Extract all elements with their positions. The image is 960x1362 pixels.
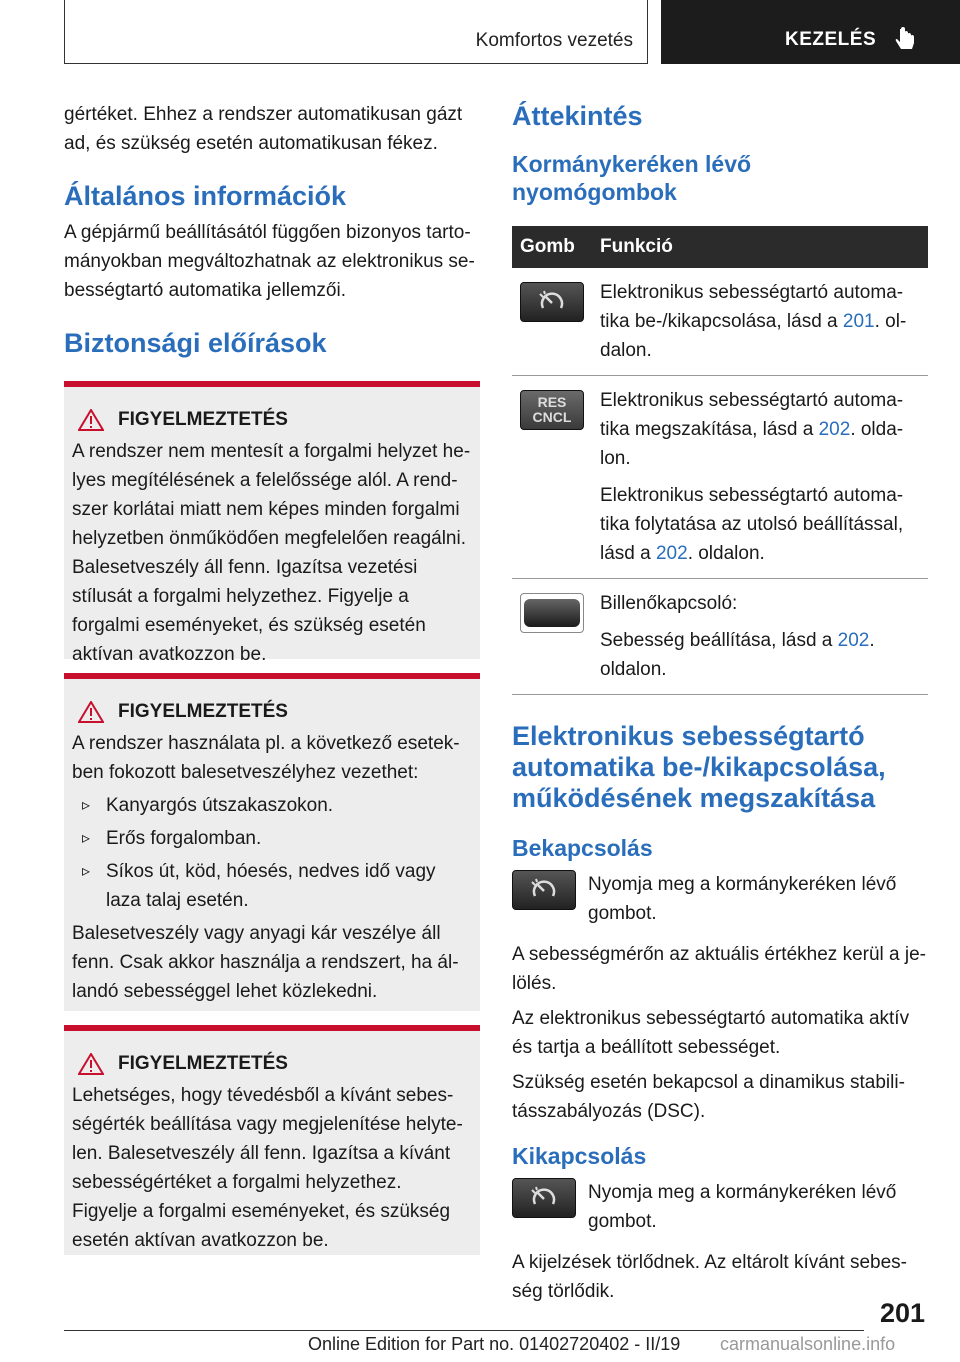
hand-pointer-icon (894, 27, 916, 53)
speedometer-icon (537, 290, 567, 314)
page-link[interactable]: 202 (655, 543, 688, 564)
res-cncl-button-image: RES CNCL (520, 390, 584, 430)
header-section-box (661, 0, 960, 64)
list-item: ▹ Síkos út, köd, hóesés, nedves idő vagy laza talaj esetén. (82, 857, 472, 915)
watermark-logo: carmanualsonline.info (720, 1334, 896, 1354)
page-link[interactable]: 202 (818, 419, 851, 440)
page-number: 201 (880, 1298, 926, 1328)
right-column (512, 100, 928, 1306)
warning-text: Lehetséges, hogy tévedésből a kívánt sebességérték beállítása vagy megjelenítése helytelen. Balesetveszély áll fenn. Igazítsa a kívánt sebességértéket a forgalmi helyzethez. Figyelje a forgalmi eseményeket, és szükség esetén aktívan avatkozzon be. (72, 1085, 463, 1251)
cruise-control-button-image (512, 1178, 576, 1218)
table-header-button: Gomb (512, 226, 592, 268)
section-title: KEZELÉS (785, 29, 877, 50)
table-row: Billenőkapcsoló: Sebesség beállítása, lásd a 202. oldalon. (512, 579, 928, 695)
warning-title: FIGYELMEZTETÉS (118, 1053, 288, 1074)
page-link[interactable]: 201 (842, 311, 875, 332)
heading-buttons: Kormánykeréken lévő nyomógombok (512, 151, 752, 205)
switch-on-text-2: Az elektronikus sebességtartó automatika aktív és tartja a beállított sebességet. (512, 1008, 910, 1058)
warning-title: FIGYELMEZTETÉS (118, 701, 288, 722)
intro-text: gértéket. Ehhez a rendszer automatikusan gázt ad, és szükség esetén automatikusan fékez. (64, 104, 463, 154)
buttons-table (512, 226, 928, 695)
table-row: Elektronikus sebességtartó automatika be-/kikapcsolása, lásd a 201. oldalon. (512, 268, 928, 376)
warning-text: A rendszer nem mentesít a forgalmi helyzet helyes megítélésének a felelőssége alól. A rendszer korlátai miatt nem képes minden forgalmi helyzetben önműködően megfelelően reagálni. Balesetveszély áll fenn. Igazítsa vezetési stílusát a forgalmi helyzethez. Figyelje a forgalmi eseményeket, és szükség esetén aktívan avatkozzon be. (72, 441, 471, 665)
warning-triangle-icon (78, 701, 104, 723)
chapter-title: Komfortos vezetés (475, 30, 633, 51)
heading-switch-on: Bekapcsolás (512, 835, 653, 861)
heading-on-off: Elektronikus sebességtartó automatika be-/kikapcsolása, működésének megszakítása (512, 721, 886, 813)
footer-divider (64, 1330, 864, 1331)
page-link[interactable]: 202 (837, 630, 870, 651)
heading-general-info: Általános információk (64, 181, 347, 211)
list-item: ▹ Kanyargós útszakaszokon. (82, 791, 472, 820)
warning-list (72, 791, 472, 915)
left-column (64, 100, 480, 1255)
cruise-control-button-image (520, 282, 584, 322)
rocker-switch-image (520, 593, 584, 633)
warning-text: A rendszer használata pl. a következő esetekben fokozott balesetveszélyhez vezethet: (72, 733, 460, 783)
switch-on-text-1: A sebességmérőn az aktuális értékhez kerül a jelölés. (512, 944, 926, 994)
header-chapter-box (64, 0, 648, 64)
list-item: ▹ Erős forgalomban. (82, 824, 472, 853)
heading-safety: Biztonsági előírások (64, 328, 327, 358)
warning-text-2: Balesetveszély vagy anyagi kár veszélye áll fenn. Csak akkor használja a rendszert, ha állandó sebességgel lehet közlekedni. (72, 923, 459, 1002)
cruise-control-button-image (512, 870, 576, 910)
switch-on-text-3: Szükség esetén bekapcsol a dinamikus stabilitásszabályozás (DSC). (512, 1072, 905, 1122)
switch-on-instruction: Nyomja meg a kormánykeréken lévő gombot. (588, 874, 897, 924)
switch-off-text: A kijelzések törlődnek. Az eltárolt kívánt sebesség törlődik. (512, 1252, 907, 1302)
warning-title: FIGYELMEZTETÉS (118, 409, 288, 430)
heading-overview: Áttekintés (512, 101, 643, 131)
general-info-text: A gépjármű beállításától függően bizonyos tartományokban megváltozhatnak az elektronikus sebességtartó automatika jellemzői. (64, 222, 475, 301)
table-header-function: Funkció (592, 226, 928, 268)
warning-triangle-icon (78, 409, 104, 431)
switch-off-instruction: Nyomja meg a kormánykeréken lévő gombot. (588, 1182, 897, 1232)
warning-box-2 (64, 673, 480, 1011)
speedometer-icon (529, 1186, 559, 1210)
heading-switch-off: Kikapcsolás (512, 1143, 647, 1169)
warning-box-1 (64, 381, 480, 665)
speedometer-icon (529, 878, 559, 902)
table-row: RES CNCL Elektronikus sebességtartó automatika megszakítása, lásd a 202. oldalon. Elektronikus sebességtartó automatika folytatása az utolsó beállítással, lásd a 202. oldalon. (512, 376, 928, 579)
warning-triangle-icon (78, 1053, 104, 1075)
edition-text: Online Edition for Part no. 01402720402 - II/19 (308, 1334, 681, 1354)
warning-box-3 (64, 1025, 480, 1255)
